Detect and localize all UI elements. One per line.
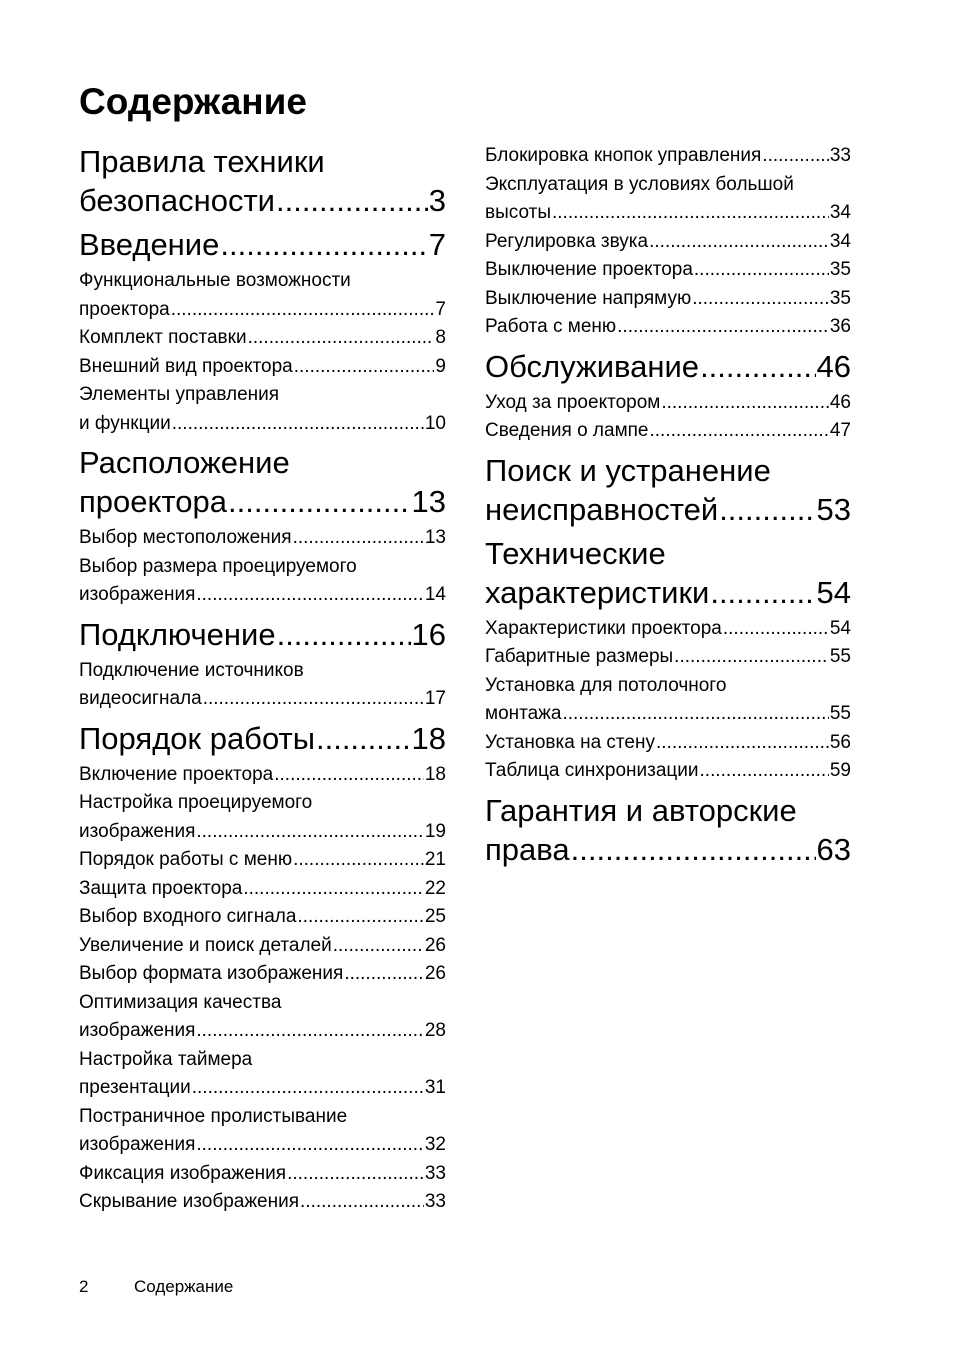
page-title: Содержание (79, 81, 307, 122)
entry-row[interactable] (79, 296, 446, 325)
entry-title: Выбор формата изображения (79, 963, 344, 984)
page-number: 46 (816, 348, 851, 384)
dot-leader (196, 1017, 423, 1046)
dot-leader (277, 615, 411, 654)
dot-leader (649, 228, 829, 257)
entry-title: Защита проектора (79, 877, 243, 899)
toc-entry[interactable] (485, 228, 851, 257)
entry-title: Внешний вид проектора (79, 355, 293, 377)
section-row[interactable] (79, 225, 446, 264)
entry-title: Комплект поставки (79, 327, 247, 348)
page-number: 34 (829, 202, 851, 223)
page-number: 33 (424, 1191, 446, 1212)
entry-row[interactable] (79, 761, 446, 790)
dot-leader (562, 700, 828, 729)
toc-entry[interactable] (79, 381, 446, 438)
toc-section[interactable] (79, 443, 446, 521)
entry-title: Увеличение и поиск деталей (79, 934, 332, 956)
page-number: 26 (424, 963, 446, 984)
page-number: 47 (829, 420, 851, 441)
entry-title: Выбор входного сигнала (79, 906, 297, 927)
entry-row[interactable] (79, 324, 446, 353)
page-number: 9 (435, 355, 446, 377)
section-title-line: Поиск и устранение (485, 452, 771, 488)
toc-entry[interactable] (79, 1046, 446, 1103)
section-row[interactable] (79, 719, 446, 758)
entry-row[interactable] (79, 581, 446, 610)
entry-row[interactable] (79, 1074, 446, 1103)
section-title-line: Расположение (79, 445, 290, 480)
dot-leader (656, 729, 829, 758)
entry-title-line: Настройка проецируемого (79, 792, 313, 813)
toc-column-right (485, 142, 851, 869)
page-number: 13 (411, 484, 446, 519)
toc-entry[interactable] (485, 757, 851, 786)
section-row[interactable] (485, 830, 851, 869)
entry-row[interactable] (485, 313, 851, 342)
section-title: права (485, 831, 570, 867)
toc-section[interactable] (485, 451, 851, 529)
toc-entry[interactable] (485, 313, 851, 342)
section-title-line: Технические (485, 535, 666, 571)
dot-leader (171, 296, 435, 325)
dot-leader (297, 903, 423, 932)
page-number: 10 (424, 412, 446, 434)
entry-row[interactable] (485, 228, 851, 257)
entry-row[interactable] (485, 643, 851, 672)
dot-leader (333, 932, 424, 961)
page-number: 53 (816, 491, 851, 527)
dot-leader (274, 761, 424, 790)
page-number: 54 (816, 574, 851, 610)
section-row[interactable] (79, 482, 446, 521)
dot-leader (692, 285, 829, 314)
entry-row[interactable] (485, 142, 851, 171)
page-number: 25 (424, 906, 446, 927)
section-row[interactable] (79, 181, 446, 220)
section-title: Введение (79, 227, 220, 262)
toc-entry[interactable] (485, 171, 851, 228)
toc-entry[interactable] (79, 932, 446, 961)
page-number: 55 (829, 703, 851, 724)
toc-entry[interactable] (485, 285, 851, 314)
page-number: 54 (829, 617, 851, 639)
toc-entry[interactable] (79, 1103, 446, 1160)
section-row[interactable] (485, 573, 851, 612)
section-title: проектора (79, 484, 227, 519)
dot-leader (694, 256, 829, 285)
page-number: 55 (829, 646, 851, 667)
toc-entry[interactable] (79, 1188, 446, 1217)
toc-entry[interactable] (485, 142, 851, 171)
entry-title-line: Элементы управления (79, 384, 280, 405)
toc-entry[interactable] (79, 353, 446, 382)
entry-row[interactable] (79, 524, 446, 553)
entry-title: Работа с меню (485, 316, 617, 337)
entry-row[interactable] (79, 1131, 446, 1160)
page-number: 31 (424, 1077, 446, 1098)
dot-leader (293, 524, 424, 553)
page-number: 16 (411, 616, 446, 652)
section-title: Обслуживание (485, 348, 700, 384)
dot-leader (220, 225, 427, 264)
entry-row[interactable] (79, 410, 446, 439)
dot-leader (700, 757, 829, 786)
page-number: 35 (829, 287, 851, 309)
toc-entry[interactable] (79, 1160, 446, 1189)
entry-row[interactable] (79, 1188, 446, 1217)
page-number: 56 (829, 731, 851, 753)
page-number: 63 (816, 831, 851, 867)
section-title-line: Правила техники (79, 144, 325, 179)
toc-entry[interactable] (79, 553, 446, 610)
entry-title: Выключение напрямую (485, 287, 692, 309)
toc-entry[interactable] (79, 324, 446, 353)
dot-leader (248, 324, 435, 353)
toc-section[interactable] (485, 791, 851, 869)
entry-title: презентации (79, 1077, 191, 1098)
entry-row[interactable] (485, 729, 851, 758)
entry-title: изображения (79, 1020, 196, 1041)
dot-leader (203, 685, 424, 714)
entry-row[interactable] (79, 932, 446, 961)
entry-row[interactable] (485, 700, 851, 729)
page-number: 3 (428, 183, 446, 218)
entry-title: Регулировка звука (485, 230, 649, 252)
entry-row[interactable] (485, 757, 851, 786)
section-title: Порядок работы (79, 720, 315, 756)
entry-row[interactable] (79, 685, 446, 714)
entry-title: высоты (485, 202, 551, 223)
toc-entry[interactable] (485, 417, 851, 446)
page-number: 46 (829, 391, 851, 413)
page-number: 18 (411, 720, 446, 756)
entry-title-line: Функциональные возможности (79, 270, 351, 291)
entry-title: Блокировка кнопок управления (485, 145, 762, 166)
dot-leader (196, 581, 423, 610)
page-number: 33 (424, 1162, 446, 1184)
entry-row[interactable] (485, 615, 851, 644)
entry-title: изображения (79, 820, 196, 842)
page-number: 36 (829, 316, 851, 337)
toc-entry[interactable] (485, 729, 851, 758)
page-number: 59 (829, 760, 851, 781)
toc-section[interactable] (79, 615, 446, 654)
entry-title: Скрывание изображения (79, 1191, 300, 1212)
entry-row[interactable] (79, 1160, 446, 1189)
page-number: 18 (424, 763, 446, 785)
entry-title-line: Настройка таймера (79, 1048, 253, 1070)
entry-row[interactable] (485, 389, 851, 418)
page-number: 22 (424, 877, 446, 899)
entry-row[interactable] (79, 875, 446, 904)
toc-entry[interactable] (79, 960, 446, 989)
toc-entry[interactable] (79, 875, 446, 904)
entry-title: Характеристики проектора (485, 617, 722, 639)
entry-row[interactable] (485, 285, 851, 314)
dot-leader (710, 573, 815, 612)
dot-leader (196, 818, 423, 847)
page-number: 35 (829, 259, 851, 280)
entry-row[interactable] (79, 846, 446, 875)
toc-section[interactable] (79, 225, 446, 264)
toc-section[interactable] (79, 719, 446, 758)
page-number: 34 (829, 230, 851, 252)
dot-leader (723, 615, 829, 644)
dot-leader (192, 1074, 424, 1103)
section-title: безопасности (79, 183, 275, 218)
entry-title: Уход за проектором (485, 391, 661, 413)
page-number: 8 (435, 327, 446, 348)
page-number: 21 (424, 849, 446, 870)
entry-title: монтажа (485, 703, 562, 724)
page-number: 13 (424, 527, 446, 548)
entry-title-line: Подключение источников (79, 659, 304, 681)
toc-entry[interactable] (485, 389, 851, 418)
toc-entry[interactable] (485, 615, 851, 644)
dot-leader (617, 313, 829, 342)
page-number: 32 (424, 1134, 446, 1155)
entry-title: Включение проектора (79, 763, 274, 785)
entry-title-line: Установка для потолочного (485, 674, 727, 696)
entry-title: видеосигнала (79, 688, 202, 709)
page-number: 33 (829, 145, 851, 166)
entry-row[interactable] (79, 353, 446, 382)
entry-title: Таблица синхронизации (485, 760, 699, 781)
section-row[interactable] (485, 490, 851, 529)
entry-title: изображения (79, 584, 196, 605)
dot-leader (276, 181, 428, 220)
dot-leader (650, 417, 829, 446)
entry-title: Порядок работы с меню (79, 849, 293, 870)
toc-entry[interactable] (485, 256, 851, 285)
entry-row[interactable] (79, 818, 446, 847)
toc-entry[interactable] (485, 672, 851, 729)
entry-title-line: Эксплуатация в условиях большой (485, 173, 794, 195)
entry-row[interactable] (79, 1017, 446, 1046)
toc-section[interactable] (79, 142, 446, 220)
entry-title: Выбор местоположения (79, 527, 292, 548)
section-title-line: Гарантия и авторские (485, 792, 797, 828)
footer-label: Содержание (134, 1277, 234, 1296)
entry-title-line: Оптимизация качества (79, 991, 282, 1013)
page-number: 7 (435, 298, 446, 320)
entry-row[interactable] (79, 903, 446, 932)
entry-title: Установка на стену (485, 731, 655, 753)
dot-leader (571, 830, 816, 869)
dot-leader (316, 719, 411, 758)
dot-leader (661, 389, 829, 418)
dot-leader (293, 846, 424, 875)
entry-title: Габаритные размеры (485, 646, 674, 667)
page-number: 2 (79, 1277, 89, 1296)
entry-title: проектора (79, 298, 170, 320)
toc-column-left (79, 142, 446, 1217)
entry-row[interactable] (485, 256, 851, 285)
section-title: неисправностей (485, 491, 719, 527)
entry-title: и функции (79, 412, 171, 434)
dot-leader (674, 643, 829, 672)
page-number: 14 (424, 584, 446, 605)
toc-entry[interactable] (79, 761, 446, 790)
dot-leader (172, 410, 424, 439)
dot-leader (719, 490, 815, 529)
dot-leader (196, 1131, 423, 1160)
toc-entry[interactable] (79, 524, 446, 553)
page-number: 17 (424, 688, 446, 709)
dot-leader (287, 1160, 424, 1189)
entry-row[interactable] (79, 960, 446, 989)
section-title: характеристики (485, 574, 710, 610)
entry-title: Фиксация изображения (79, 1162, 287, 1184)
section-title: Подключение (79, 616, 276, 652)
toc-section[interactable] (485, 534, 851, 612)
dot-leader (700, 347, 815, 386)
toc-entry[interactable] (79, 657, 446, 714)
entry-title: Выключение проектора (485, 259, 693, 280)
entry-title: изображения (79, 1134, 196, 1155)
page-number: 26 (424, 934, 446, 956)
section-row[interactable] (485, 347, 851, 386)
toc-entry[interactable] (79, 267, 446, 324)
page-number: 28 (424, 1020, 446, 1041)
entry-title-line: Постраничное пролистывание (79, 1105, 348, 1127)
entry-title: Сведения о лампе (485, 420, 649, 441)
dot-leader (243, 875, 424, 904)
entry-title-line: Выбор размера проецируемого (79, 555, 357, 577)
toc-section[interactable] (485, 347, 851, 386)
toc-entry[interactable] (79, 789, 446, 846)
dot-leader (300, 1188, 424, 1217)
page-number: 19 (424, 820, 446, 842)
page-number: 7 (428, 227, 446, 262)
entry-row[interactable] (485, 417, 851, 446)
dot-leader (294, 353, 435, 382)
entry-row[interactable] (485, 199, 851, 228)
section-row[interactable] (79, 615, 446, 654)
dot-leader (344, 960, 424, 989)
toc-entry[interactable] (79, 989, 446, 1046)
toc-entry[interactable] (485, 643, 851, 672)
dot-leader (552, 199, 829, 228)
dot-leader (228, 482, 411, 521)
toc-entry[interactable] (79, 903, 446, 932)
toc-entry[interactable] (79, 846, 446, 875)
dot-leader (762, 142, 829, 171)
